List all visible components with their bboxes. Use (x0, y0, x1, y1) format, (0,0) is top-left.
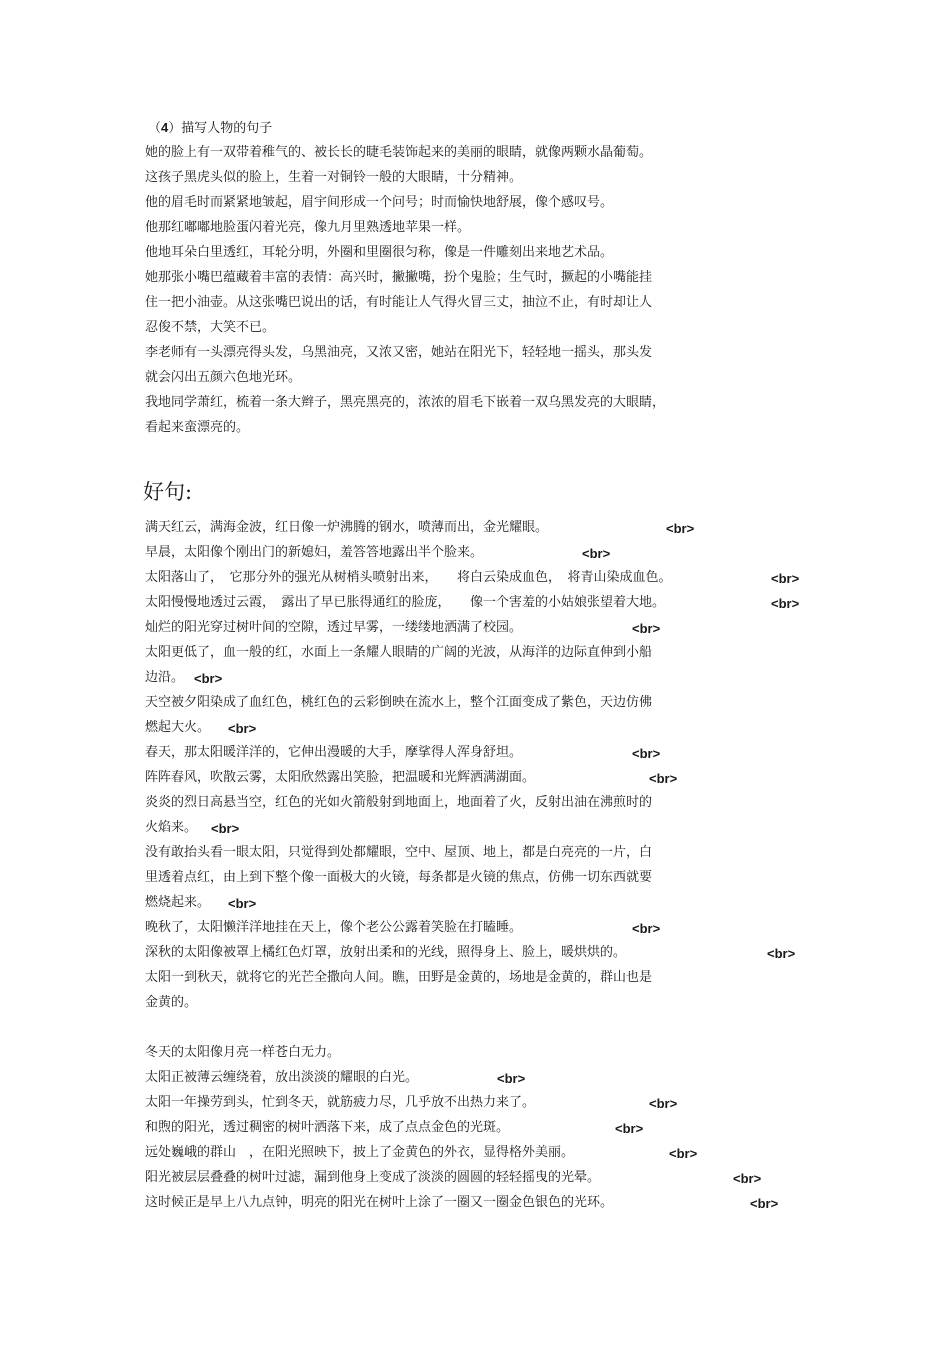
br-tag: <br> (666, 521, 695, 536)
br-tag: <br> (649, 771, 678, 786)
good-line: 边沿。 (145, 670, 185, 685)
good-line: 阳光被层层叠叠的树叶过滤，漏到他身上变成了淡淡的圆圆的轻轻摇曳的光晕。 (145, 1170, 601, 1185)
good-line: 太阳慢慢地透过云霞， 露出了早已胀得通红的脸庞， 像一个害羞的小姑娘张望着大地。 (145, 595, 666, 610)
br-tag: <br> (750, 1196, 779, 1211)
person-line: 她的脸上有一双带着稚气的、被长长的睫毛装饰起来的美丽的眼睛，就像两颗水晶葡萄。 (145, 145, 653, 160)
good-line: 火焰来。 (145, 820, 198, 835)
good-sentences-title: 好句: (143, 480, 193, 504)
good-line: 燃起大火。 (145, 720, 211, 735)
br-tag: <br> (582, 546, 611, 561)
br-tag: <br> (228, 896, 257, 911)
person-line: 忍俊不禁，大笑不已。 (145, 320, 276, 335)
person-line: 他那红嘟嘟地脸蛋闪着光亮，像九月里熟透地苹果一样。 (145, 220, 471, 235)
person-line: 他的眉毛时而紧紧地皱起，眉宇间形成一个问号；时而愉快地舒展，像个感叹号。 (145, 195, 614, 210)
person-line: 李老师有一头漂亮得头发，乌黑油亮，又浓又密，她站在阳光下，轻轻地一摇头，那头发 (145, 345, 653, 360)
br-tag: <br> (497, 1071, 526, 1086)
good-line: 燃烧起来。 (145, 895, 211, 910)
br-tag: <br> (733, 1171, 762, 1186)
good-line: 太阳更低了，血一般的红，水面上一条耀人眼睛的广阔的光波，从海洋的边际直伸到小船 (145, 645, 653, 660)
person-line: 这孩子黑虎头似的脸上，生着一对铜铃一般的大眼睛，十分精神。 (145, 170, 523, 185)
good-line: 里透着点红，由上到下整个像一面极大的火镜，每条都是火镜的焦点，仿佛一切东西就要 (145, 870, 653, 885)
good-line: 没有敢抬头看一眼太阳，只觉得到处都耀眼，空中、屋顶、地上，都是白亮亮的一片，白 (145, 845, 653, 860)
person-line: 就会闪出五颜六色地光环。 (145, 370, 302, 385)
person-line: 他地耳朵白里透红，耳轮分明，外圈和里圈很匀称，像是一件雕刻出来地艺术品。 (145, 245, 614, 260)
br-tag: <br> (211, 821, 240, 836)
good-line: 满天红云，满海金波，红日像一炉沸腾的钢水，喷薄而出，金光耀眼。 (145, 520, 549, 535)
person-line: 她那张小嘴巴蕴藏着丰富的表情：高兴时，撇撇嘴，扮个鬼脸；生气时，撅起的小嘴能挂 (145, 270, 653, 285)
br-tag: <br> (771, 596, 800, 611)
good-line: 和煦的阳光，透过稠密的树叶洒落下来，成了点点金色的光斑。 (145, 1120, 510, 1135)
br-tag: <br> (767, 946, 796, 961)
br-tag: <br> (649, 1096, 678, 1111)
br-tag: <br> (669, 1146, 698, 1161)
person-line: 住一把小油壶。从这张嘴巴说出的话，有时能让人气得火冒三丈，抽泣不止，有时却让人 (145, 295, 653, 310)
good-line: 晚秋了，太阳懒洋洋地挂在天上，像个老公公露着笑脸在打瞌睡。 (145, 920, 523, 935)
good-line: 冬天的太阳像月亮一样苍白无力。 (145, 1045, 341, 1060)
br-tag: <br> (615, 1121, 644, 1136)
good-line: 太阳一年操劳到头，忙到冬天，就筋疲力尽，几乎放不出热力来了。 (145, 1095, 536, 1110)
good-line: 早晨，太阳像个刚出门的新媳妇，羞答答地露出半个脸来。 (145, 545, 484, 560)
good-line: 天空被夕阳染成了血红色，桃红色的云彩倒映在流水上，整个江面变成了紫色，天边仿佛 (145, 695, 653, 710)
person-line: 我地同学萧红，梳着一条大辫子，黑亮黑亮的，浓浓的眉毛下嵌着一双乌黑发亮的大眼睛， (145, 395, 666, 410)
person-line: 看起来蛮漂亮的。 (145, 420, 250, 435)
section-heading: （4）描写人物的句子 (148, 120, 273, 136)
good-line: 金黄的。 (145, 995, 198, 1010)
br-tag: <br> (194, 671, 223, 686)
good-line: 阵阵春风，吹散云雾，太阳欣然露出笑脸，把温暖和光辉洒满湖面。 (145, 770, 536, 785)
br-tag: <br> (632, 621, 661, 636)
br-tag: <br> (632, 921, 661, 936)
good-line: 太阳落山了， 它那分外的强光从树梢头喷射出来， 将白云染成血色， 将青山染成血色。 (145, 570, 672, 585)
good-line: 炎炎的烈日高悬当空，红色的光如火箭般射到地面上，地面着了火，反射出油在沸煎时的 (145, 795, 653, 810)
br-tag: <br> (771, 571, 800, 586)
good-line: 深秋的太阳像被罩上橘红色灯罩，放射出柔和的光线，照得身上、脸上，暖烘烘的。 (145, 945, 627, 960)
good-line: 春天，那太阳暖洋洋的，它伸出漫暖的大手，摩挲得人浑身舒坦。 (145, 745, 523, 760)
good-line: 远处巍峨的群山 ，在阳光照映下，披上了金黄色的外衣，显得格外美丽。 (145, 1145, 575, 1160)
good-line: 这时候正是早上八九点钟，明亮的阳光在树叶上涂了一圈又一圈金色银色的光环。 (145, 1195, 614, 1210)
good-line: 太阳一到秋天，就将它的光芒全撒向人间。瞧，田野是金黄的，场地是金黄的，群山也是 (145, 970, 653, 985)
good-line: 灿烂的阳光穿过树叶间的空隙，透过早雾，一缕缕地洒满了校园。 (145, 620, 523, 635)
br-tag: <br> (632, 746, 661, 761)
good-line: 太阳正被薄云缠绕着，放出淡淡的耀眼的白光。 (145, 1070, 419, 1085)
br-tag: <br> (228, 721, 257, 736)
